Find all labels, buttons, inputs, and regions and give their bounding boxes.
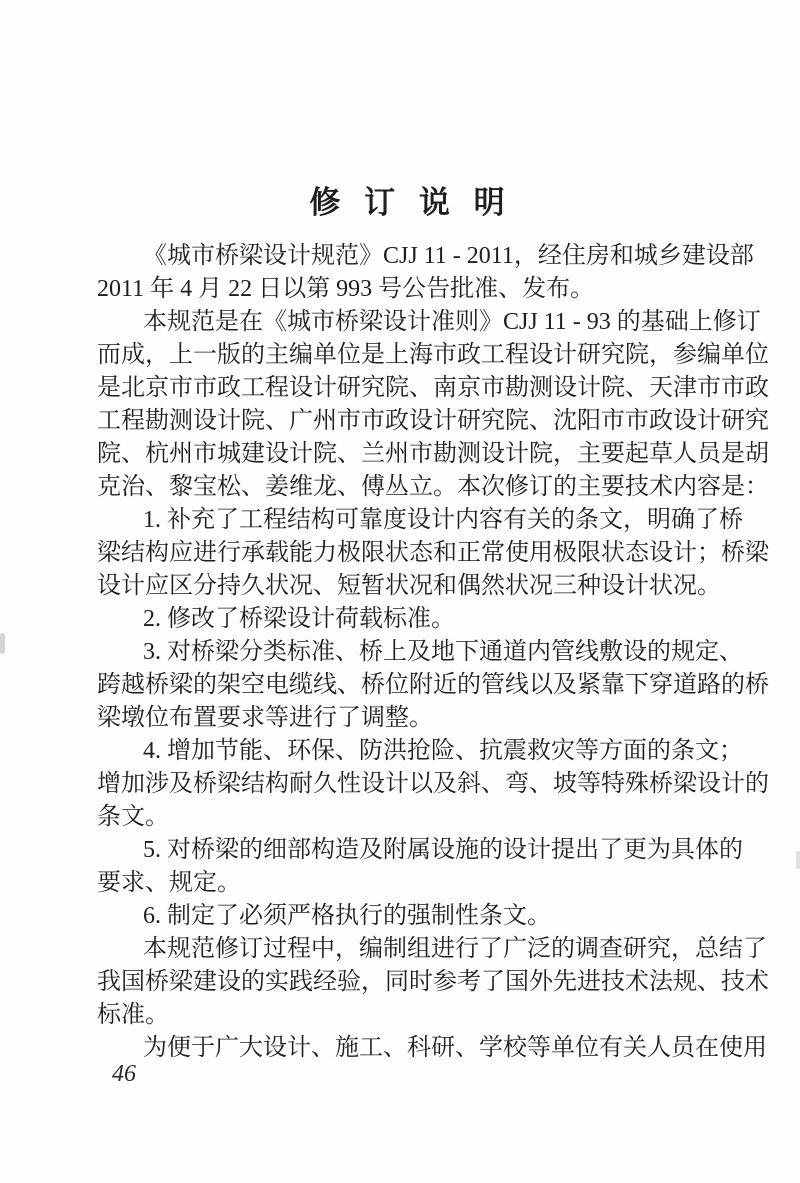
text-line: 是北京市市政工程设计研究院、南京市勘测设计院、天津市市政	[97, 375, 769, 401]
text-line: 克治、黎宝松、姜维龙、傅丛立。本次修订的主要技术内容是：	[97, 474, 769, 500]
text-line: 我国桥梁建设的实践经验，同时参考了国外先进技术法规、技术	[97, 969, 769, 995]
text-line: 要求、规定。	[97, 870, 241, 896]
paragraph	[97, 240, 754, 306]
paragraph	[97, 834, 743, 900]
text-line: 梁结构应进行承载能力极限状态和正常使用极限状态设计；桥梁	[97, 540, 769, 566]
text-line: 《城市桥梁设计规范》CJJ 11 - 2011，经住房和城乡建设部	[143, 243, 754, 269]
paragraph	[97, 900, 729, 933]
text-line: 梁墩位布置要求等进行了调整。	[97, 705, 433, 731]
text-line: 条文。	[97, 804, 169, 830]
text-line: 4. 增加节能、环保、防洪抢险、抗震救灾等方面的条文；	[143, 738, 743, 764]
text-line: 标准。	[97, 1002, 169, 1028]
text-line: 设计应区分持久状况、短暂状况和偶然状况三种设计状况。	[97, 573, 721, 599]
text-line: 而成，上一版的主编单位是上海市政工程设计研究院，参编单位	[97, 342, 769, 368]
paragraph	[97, 636, 769, 735]
text-line: 工程勘测设计院、广州市市政设计研究院、沈阳市市政设计研究	[97, 408, 769, 434]
scan-artifact-left	[0, 633, 5, 654]
body-text	[97, 240, 769, 1065]
paragraph	[97, 933, 769, 1032]
text-line: 5. 对桥梁的细部构造及附属设施的设计提出了更为具体的	[143, 837, 743, 863]
text-line: 增加涉及桥梁结构耐久性设计以及斜、弯、坡等特殊桥梁设计的	[97, 771, 769, 797]
text-line: 2. 修改了桥梁设计荷载标准。	[143, 606, 455, 632]
paragraph	[97, 1032, 767, 1065]
text-line: 本规范是在《城市桥梁设计准则》CJJ 11 - 93 的基础上修订	[143, 309, 761, 335]
page-number: 46	[112, 1061, 136, 1087]
paragraph	[97, 306, 769, 504]
paragraph	[97, 735, 769, 834]
text-line: 1. 补充了工程结构可靠度设计内容有关的条文，明确了桥	[143, 507, 743, 533]
paragraph	[97, 603, 729, 636]
text-line: 跨越桥梁的架空电缆线、桥位附近的管线以及紧靠下穿道路的桥	[97, 672, 769, 698]
text-line: 为便于广大设计、施工、科研、学校等单位有关人员在使用	[143, 1035, 767, 1061]
page-title: 修 订 说 明	[309, 184, 513, 220]
text-line: 3. 对桥梁分类标准、桥上及地下通道内管线敷设的规定、	[143, 639, 743, 665]
text-line: 6. 制定了必须严格执行的强制性条文。	[143, 903, 551, 929]
paragraph	[97, 504, 769, 603]
text-line: 2011 年 4 月 22 日以第 993 号公告批准、发布。	[97, 276, 595, 302]
text-line: 院、杭州市城建设计院、兰州市勘测设计院，主要起草人员是胡	[97, 441, 769, 467]
scan-artifact-right	[796, 851, 800, 869]
text-line: 本规范修订过程中，编制组进行了广泛的调查研究，总结了	[143, 936, 767, 962]
